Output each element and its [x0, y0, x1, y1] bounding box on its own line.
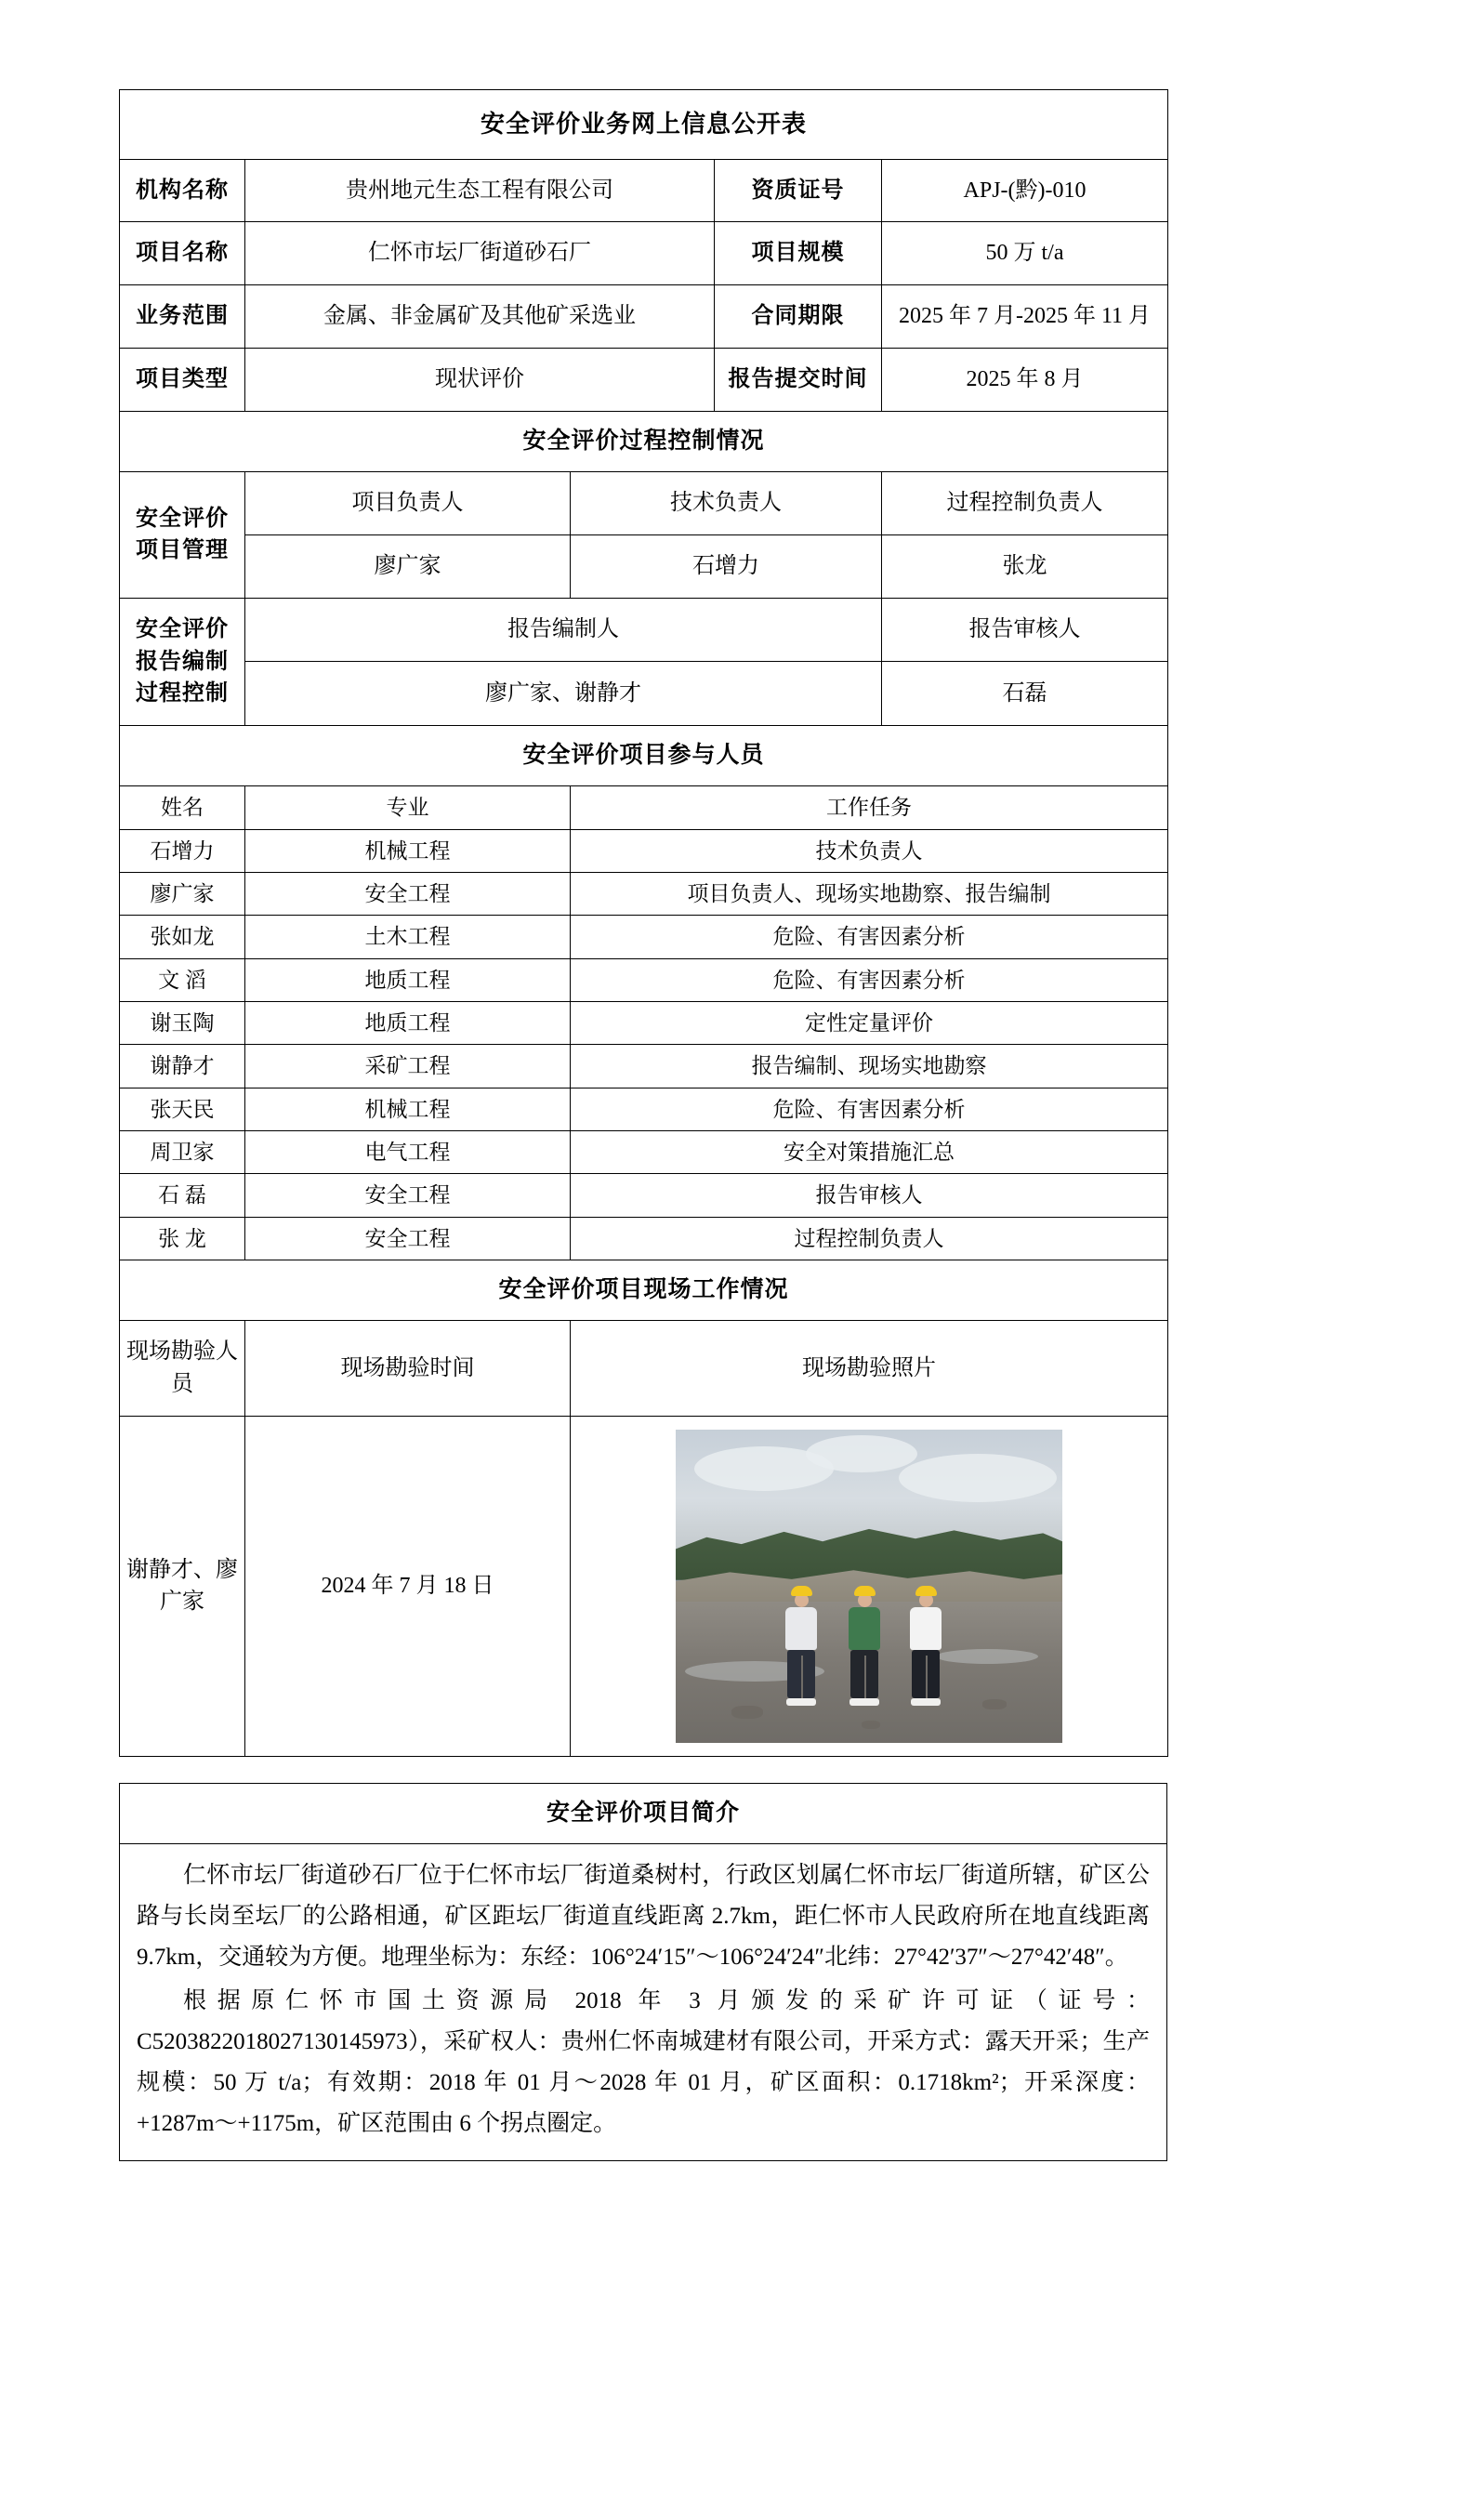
- table-row: [120, 1002, 1168, 1045]
- header-site-photo: 现场勘验照片: [571, 1321, 1168, 1417]
- value-project-type: 现状评价: [245, 349, 715, 412]
- header-report-writer: 报告编制人: [245, 598, 882, 662]
- value-project-scale: 50 万 t/a: [882, 222, 1168, 285]
- label-org-name: 机构名称: [120, 159, 245, 222]
- participant-task: 技术负责人: [571, 829, 1168, 872]
- value-org-name: 贵州地元生态工程有限公司: [245, 159, 715, 222]
- photo-cloud: [899, 1454, 1057, 1502]
- header-tech-leader: 技术负责人: [571, 472, 882, 535]
- section-site-work: [120, 1260, 1168, 1321]
- participant-major: 地质工程: [245, 958, 571, 1001]
- participant-task: 报告审核人: [571, 1174, 1168, 1217]
- value-cert-no: APJ-(黔)-010: [882, 159, 1168, 222]
- site-content-row: [120, 1416, 1168, 1756]
- photo-puddle: [936, 1649, 1038, 1664]
- photo-person-legs: [912, 1650, 940, 1698]
- intro-paragraph-2: 根据原仁怀市国土资源局 2018 年 3 月颁发的采矿许可证（证号：C5203822018027130145973），采矿权人：贵州仁怀南城建材有限公司，开采方式：露天开采；生产规模：50 万 t/a；有效期：2018 年 01 月～2028 年 01 月，矿区面积：0.1718km²；开采深度：+1287m～+1175m，矿区范围由 6 个拐点圈定。: [137, 1988, 1150, 2136]
- row-mgmt-headers: [120, 472, 1168, 535]
- participant-name: 石增力: [120, 829, 245, 872]
- table-row: [120, 1174, 1168, 1217]
- value-report-writer: 廖广家、谢静才: [245, 662, 882, 726]
- participant-name: 廖广家: [120, 873, 245, 916]
- project-intro-table: [119, 1783, 1167, 2162]
- section-title-project-intro: 安全评价项目简介: [120, 1783, 1167, 1843]
- section-participants: [120, 726, 1168, 786]
- participant-major: 安全工程: [245, 1217, 571, 1260]
- participant-name: 张天民: [120, 1088, 245, 1130]
- header-project-leader: 项目负责人: [245, 472, 571, 535]
- photo-rock: [862, 1721, 880, 1729]
- participant-major: 采矿工程: [245, 1045, 571, 1088]
- site-photo-cell: [571, 1416, 1168, 1756]
- label-report-submit-time: 报告提交时间: [715, 349, 882, 412]
- header-process-control-leader: 过程控制负责人: [882, 472, 1168, 535]
- photo-person-shoes: [911, 1698, 941, 1706]
- participant-major: 地质工程: [245, 1002, 571, 1045]
- label-report-process-control: 安全评价报告编制过程控制: [120, 598, 245, 725]
- photo-person: [910, 1586, 942, 1706]
- safety-helmet-icon: [791, 1586, 812, 1596]
- label-project-name: 项目名称: [120, 222, 245, 285]
- photo-person-torso: [910, 1607, 942, 1650]
- safety-helmet-icon: [854, 1586, 876, 1596]
- value-project-leader: 廖广家: [245, 534, 571, 598]
- section-process-control: [120, 411, 1168, 471]
- participant-name: 石 磊: [120, 1174, 245, 1217]
- row-org-name: [120, 159, 1168, 222]
- site-survey-photo: [676, 1430, 1062, 1743]
- participant-name: 张如龙: [120, 916, 245, 958]
- participant-task: 项目负责人、现场实地勘察、报告编制: [571, 873, 1168, 916]
- header-report-reviewer: 报告审核人: [882, 598, 1168, 662]
- participant-task: 危险、有害因素分析: [571, 916, 1168, 958]
- header-site-date: 现场勘验时间: [245, 1321, 571, 1417]
- table-row: [120, 958, 1168, 1001]
- row-mgmt-values: [120, 534, 1168, 598]
- photo-cloud: [806, 1435, 917, 1472]
- participant-name: 谢玉陶: [120, 1002, 245, 1045]
- participant-task: 危险、有害因素分析: [571, 958, 1168, 1001]
- participant-task: 定性定量评价: [571, 1002, 1168, 1045]
- participant-task: 报告编制、现场实地勘察: [571, 1045, 1168, 1088]
- section-title-site-work: 安全评价项目现场工作情况: [120, 1260, 1168, 1321]
- participant-name: 周卫家: [120, 1131, 245, 1174]
- photo-rock: [982, 1699, 1007, 1709]
- participant-name: 谢静才: [120, 1045, 245, 1088]
- photo-person-torso: [849, 1607, 880, 1650]
- table-row: [120, 1131, 1168, 1174]
- label-cert-no: 资质证号: [715, 159, 882, 222]
- label-project-scale: 项目规模: [715, 222, 882, 285]
- table-row: [120, 1088, 1168, 1130]
- table-row: [120, 1045, 1168, 1088]
- label-contract-term: 合同期限: [715, 285, 882, 349]
- value-site-date: 2024 年 7 月 18 日: [245, 1416, 571, 1756]
- photo-rock: [731, 1706, 763, 1719]
- photo-person-shoes: [786, 1698, 816, 1706]
- photo-person: [849, 1586, 880, 1706]
- safety-helmet-icon: [915, 1586, 937, 1596]
- photo-person-torso: [785, 1607, 817, 1650]
- row-project-name: [120, 222, 1168, 285]
- label-project-type: 项目类型: [120, 349, 245, 412]
- participant-major: 安全工程: [245, 873, 571, 916]
- participant-major: 机械工程: [245, 829, 571, 872]
- value-contract-term: 2025 年 7 月-2025 年 11 月: [882, 285, 1168, 349]
- header-site-staff: 现场勘验人员: [120, 1321, 245, 1417]
- value-business-scope: 金属、非金属矿及其他矿采选业: [245, 285, 715, 349]
- section-title-process-control: 安全评价过程控制情况: [120, 411, 1168, 471]
- participants-header-row: [120, 786, 1168, 829]
- row-business-scope: [120, 285, 1168, 349]
- participant-major: 土木工程: [245, 916, 571, 958]
- page-title: 安全评价业务网上信息公开表: [120, 90, 1168, 160]
- photo-person-shoes: [849, 1698, 879, 1706]
- participant-major: 机械工程: [245, 1088, 571, 1130]
- value-tech-leader: 石增力: [571, 534, 882, 598]
- row-report-headers: [120, 598, 1168, 662]
- section-project-intro: [120, 1783, 1167, 1843]
- table-row: [120, 873, 1168, 916]
- label-business-scope: 业务范围: [120, 285, 245, 349]
- participant-name: 张 龙: [120, 1217, 245, 1260]
- photo-person: [785, 1586, 817, 1706]
- table-row: [120, 829, 1168, 872]
- value-project-name: 仁怀市坛厂街道砂石厂: [245, 222, 715, 285]
- value-site-staff: 谢静才、廖广家: [120, 1416, 245, 1756]
- header-participant-major: 专业: [245, 786, 571, 829]
- intro-paragraph-1: 仁怀市坛厂街道砂石厂位于仁怀市坛厂街道桑树村，行政区划属仁怀市坛厂街道所辖，矿区公路与长岗至坛厂的公路相通，矿区距坛厂街道直线距离 2.7km，距仁怀市人民政府所在地直线距离 9.7km，交通较为方便。地理坐标为：东经：106°24′15″～106°24′24″北纬：27°42′37″～27°42′48″。: [137, 1863, 1150, 1970]
- photo-person-legs: [787, 1650, 815, 1698]
- participant-major: 电气工程: [245, 1131, 571, 1174]
- document-title-row: [120, 90, 1168, 160]
- value-report-submit-time: 2025 年 8 月: [882, 349, 1168, 412]
- main-info-table: [119, 89, 1168, 1757]
- site-photo-wrapper: [576, 1430, 1162, 1743]
- row-project-type: [120, 349, 1168, 412]
- participant-task: 安全对策措施汇总: [571, 1131, 1168, 1174]
- section-title-participants: 安全评价项目参与人员: [120, 726, 1168, 786]
- table-row: [120, 916, 1168, 958]
- project-intro-body: [120, 1844, 1167, 2161]
- participant-major: 安全工程: [245, 1174, 571, 1217]
- header-participant-name: 姓名: [120, 786, 245, 829]
- participant-task: 危险、有害因素分析: [571, 1088, 1168, 1130]
- label-project-management: 安全评价项目管理: [120, 472, 245, 599]
- value-report-reviewer: 石磊: [882, 662, 1168, 726]
- site-header-row: [120, 1321, 1168, 1417]
- header-participant-task: 工作任务: [571, 786, 1168, 829]
- photo-person-legs: [850, 1650, 878, 1698]
- row-report-values: [120, 662, 1168, 726]
- project-intro-body-row: [120, 1844, 1167, 2161]
- value-process-control-leader: 张龙: [882, 534, 1168, 598]
- table-row: [120, 1217, 1168, 1260]
- participant-name: 文 滔: [120, 958, 245, 1001]
- participant-task: 过程控制负责人: [571, 1217, 1168, 1260]
